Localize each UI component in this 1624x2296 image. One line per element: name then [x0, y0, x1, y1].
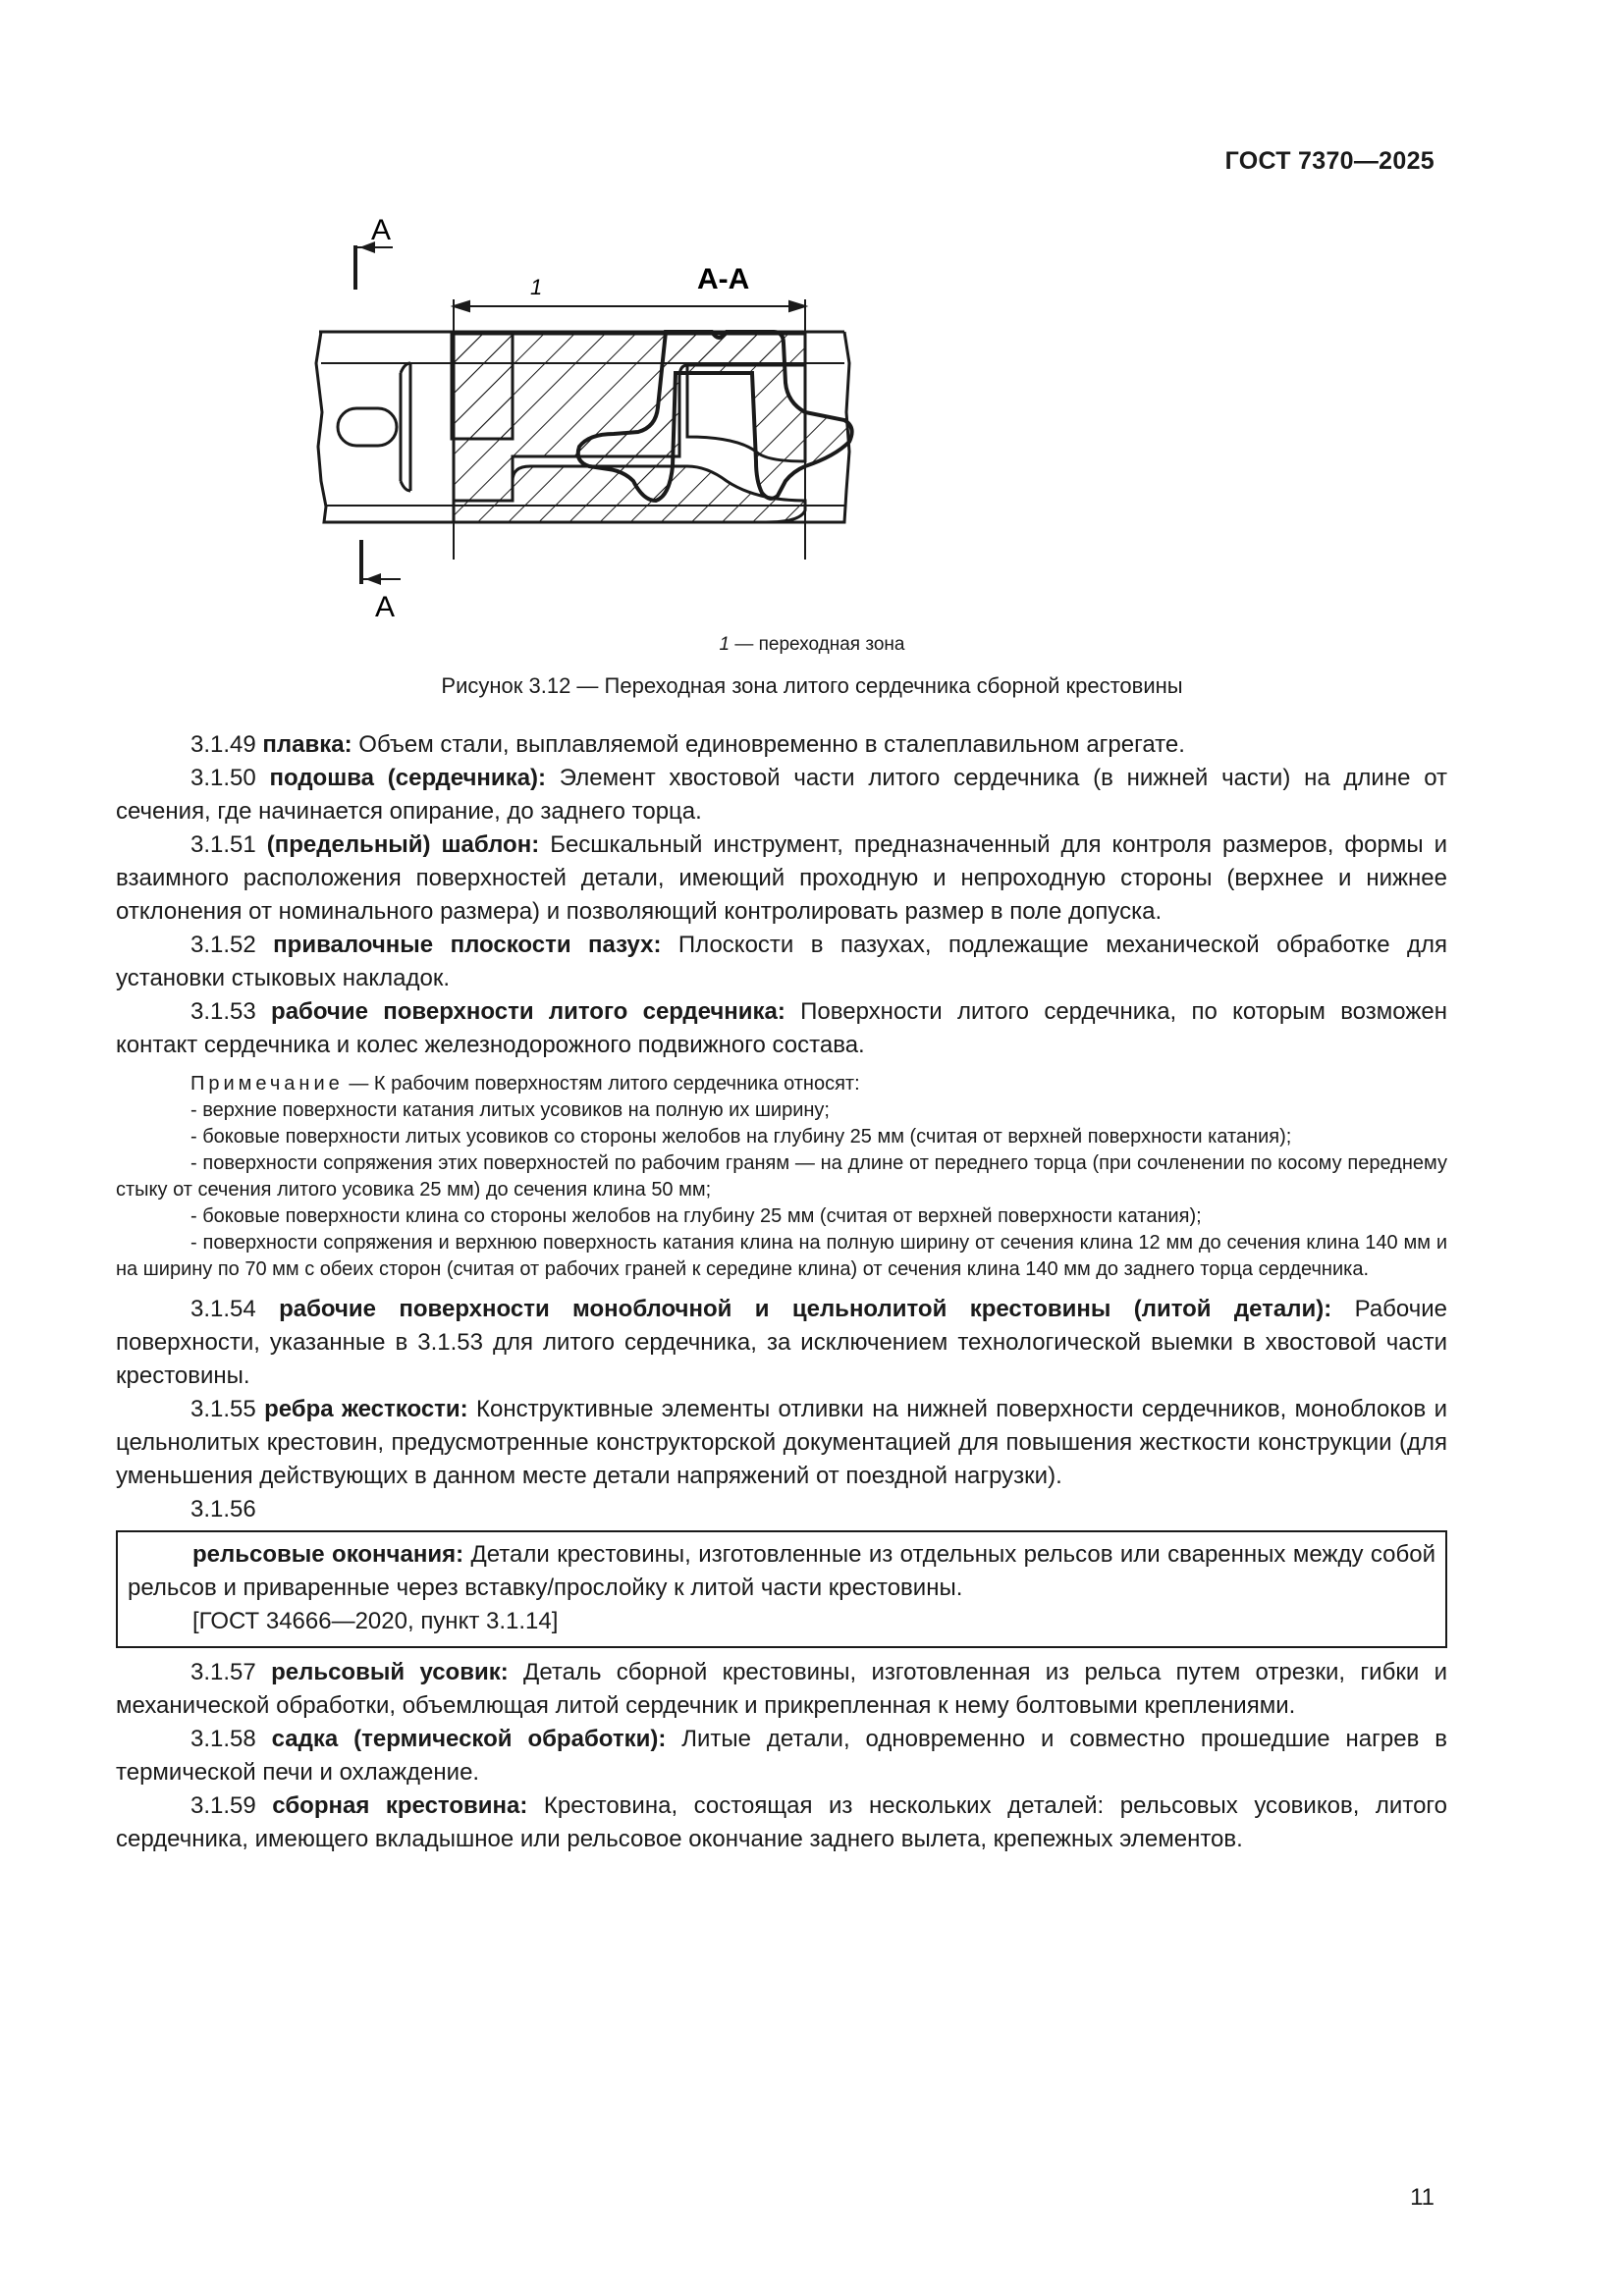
clause-text: Бесшкальный инструмент, предназначенный для контроля размеров, формы и взаимного расположения поверхностей детали, имеющий проходную и непроходную стороны (верхнее и нижнее отклонения от номинального размера) и позволяющий контролировать размер в поле допуска. [116, 831, 1447, 925]
note-item: - поверхности сопряжения и верхнюю поверхность катания клина на полную ширину от сечения клина 12 мм до сечения клина 140 мм и на ширину по 70 мм с обеих сторон (считая от рабочих граней к середине клина) от сечения клина 140 мм до заднего торца сердечника. [116, 1232, 1447, 1280]
note-item: - верхние поверхности катания литых усовиков на полную их ширину; [190, 1099, 830, 1121]
clause-3-1-55 [116, 1393, 1447, 1493]
note-item: - поверхности сопряжения этих поверхностей по рабочим граням — на длине от переднего торца (при сочленении по косому переднему стыку от сечения литого усовика 25 мм) до сечения клина 50 мм; [116, 1152, 1447, 1201]
clause-term: привалочные плоскости пазух: [273, 932, 662, 958]
clause-term: рабочие поверхности литого сердечника: [271, 998, 785, 1025]
clause-number: 3.1.50 [190, 765, 270, 791]
clause-text: Деталь сборной крестовины, изготовленная из рельса путем отрезки, гибки и механической обработки, объемлющая литой сердечник и прикрепленная к нему болтовыми креплениями. [116, 1659, 1447, 1719]
clause-3-1-53 [116, 995, 1447, 1062]
clause-text: Объем стали, выплавляемой единовременно в сталеплавильном агрегате. [352, 731, 1185, 758]
boxed-clause [128, 1538, 1435, 1605]
document-body [116, 728, 1447, 1856]
technical-drawing [295, 216, 1276, 628]
clause-3-1-52 [116, 929, 1447, 995]
clause-term: рельсовые окончания: [192, 1541, 464, 1568]
clause-number: 3.1.49 [190, 731, 263, 758]
boxed-definition [116, 1530, 1447, 1648]
clause-number: 3.1.54 [190, 1296, 280, 1322]
clause-term: ребра жесткости: [264, 1396, 468, 1422]
clause-3-1-49 [116, 728, 1447, 762]
section-title: А-А [697, 263, 750, 295]
section-label-bottom: А [375, 591, 396, 623]
note-intro [116, 1071, 1447, 1097]
clause-term: (предельный) шаблон: [266, 831, 540, 858]
clause-text: Элемент хвостовой части литого сердечника (в нижней части) на длине от сечения, где начинается опирание, до заднего торца. [116, 765, 1448, 825]
figure-drawing [295, 216, 1276, 628]
clause-term: рабочие поверхности моноблочной и цельнолитой крестовины (литой детали): [279, 1296, 1332, 1322]
clause-term: плавка: [262, 731, 352, 758]
legend-text: — переходная зона [730, 634, 905, 655]
clause-3-1-54 [116, 1293, 1447, 1393]
clause-number: 3.1.58 [190, 1726, 272, 1752]
clause-3-1-58 [116, 1723, 1447, 1789]
note-item: - боковые поверхности клина со стороны желобов на глубину 25 мм (считая от верхней поверхности катания); [190, 1205, 1202, 1227]
clause-3-1-59 [116, 1789, 1447, 1856]
figure-caption: Рисунок 3.12 — Переходная зона литого сердечника сборной крестовины [441, 673, 1183, 698]
section-label-top: А [371, 216, 392, 246]
clause-number: 3.1.59 [190, 1792, 273, 1819]
clause-text: Конструктивные элементы отливки на нижней поверхности сердечников, моноблоков и цельнолитых крестовин, предусмотренные конструкторской документацией для повышения жесткости конструкции (для уменьшения действующих в данном месте детали напряжений от поездной нагрузки). [116, 1396, 1447, 1489]
note-item: - боковые поверхности литых усовиков со стороны желобов на глубину 25 мм (считая от верхней поверхности катания); [190, 1126, 1292, 1148]
clause-number: 3.1.53 [190, 998, 272, 1025]
clause-3-1-51 [116, 828, 1447, 929]
clause-text: Плоскости в пазухах, подлежащие механической обработке для установки стыковых накладок. [116, 932, 1447, 991]
clause-term: садка (термической обработки): [271, 1726, 667, 1752]
document-id: ГОСТ 7370—2025 [1224, 147, 1435, 175]
clause-text: Литые детали, одновременно и совместно прошедшие нагрев в термической печи и охлаждение. [116, 1726, 1448, 1786]
page-number: 11 [1410, 2184, 1435, 2211]
figure-legend [0, 634, 1624, 656]
clause-text: Детали крестовины, изготовленные из отдельных рельсов или сваренных между собой рельсов и приваренные через вставку/прослойку к литой части крестовины. [128, 1541, 1435, 1601]
clause-text: Поверхности литого сердечника, по которым возможен контакт сердечника и колес железнодорожного подвижного состава. [116, 998, 1448, 1058]
section-mark-bottom [361, 540, 401, 585]
section-mark-top [355, 241, 393, 290]
clause-3-1-56-number: 3.1.56 [190, 1496, 256, 1522]
clause-number: 3.1.51 [190, 831, 267, 858]
clause-term: сборная крестовина: [272, 1792, 528, 1819]
clause-3-1-50 [116, 762, 1447, 828]
note-block [116, 1071, 1447, 1283]
boxed-reference: [ГОСТ 34666—2020, пункт 3.1.14] [192, 1608, 559, 1634]
zone-marker: 1 [530, 275, 543, 299]
note-label: Примечание [190, 1073, 344, 1095]
clause-number: 3.1.57 [190, 1659, 272, 1685]
clause-term: подошва (сердечника): [269, 765, 547, 791]
clause-number: 3.1.52 [190, 932, 274, 958]
clause-term: рельсовый усовик: [271, 1659, 509, 1685]
clause-text: Рабочие поверхности, указанные в 3.1.53 для литого сердечника, за исключением технологической выемки в хвостовой части крестовины. [116, 1296, 1448, 1389]
clause-text: Крестовина, состоящая из нескольких деталей: рельсовых усовиков, литого сердечника, имеющего вкладышное или рельсовое окончание заднего вылета, крепежных элементов. [116, 1792, 1447, 1852]
clause-3-1-57 [116, 1656, 1447, 1723]
legend-number: 1 [719, 634, 731, 655]
clause-number: 3.1.55 [190, 1396, 265, 1422]
note-intro-text: — К рабочим поверхностям литого сердечника относят: [343, 1073, 860, 1095]
